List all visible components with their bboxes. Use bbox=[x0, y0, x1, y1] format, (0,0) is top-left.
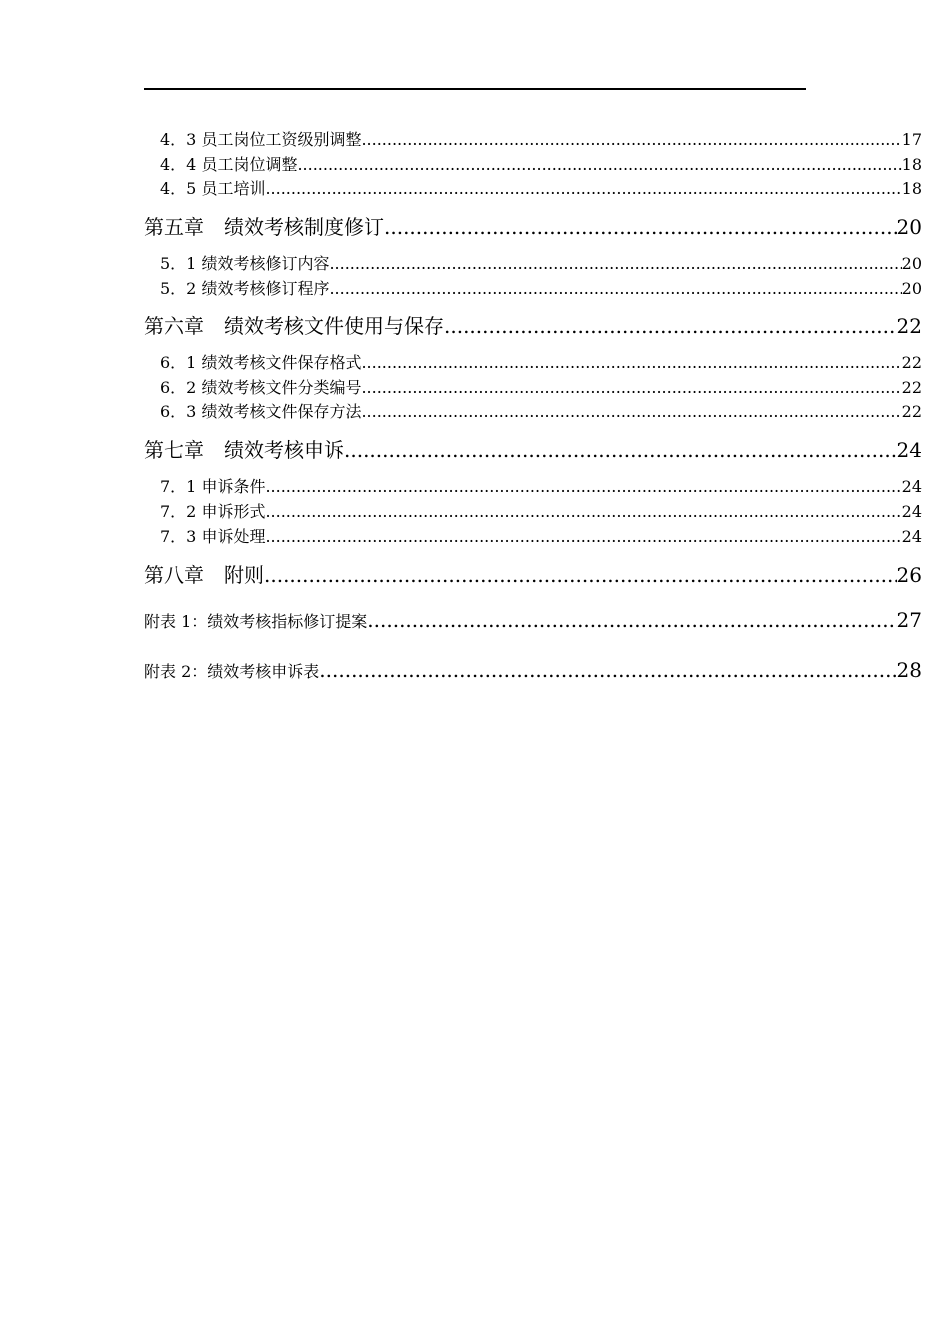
toc-entry-label: 5．2 绩效考核修订程序 bbox=[160, 279, 330, 298]
toc-entry-appendix-2[interactable] bbox=[144, 658, 922, 682]
toc-dot-leader bbox=[361, 378, 901, 397]
toc-dot-leader bbox=[361, 402, 901, 421]
toc-dot-leader bbox=[361, 353, 901, 372]
toc-dot-leader bbox=[329, 279, 901, 298]
toc-entry-label: 第五章 绩效考核制度修订 bbox=[144, 215, 384, 239]
toc-page-number: 24 bbox=[901, 502, 922, 521]
toc-entry-5-1[interactable] bbox=[160, 251, 922, 274]
toc-page-number: 20 bbox=[896, 215, 922, 239]
toc-entry-4-4[interactable] bbox=[160, 152, 922, 175]
toc-dot-leader bbox=[367, 608, 896, 632]
toc-page-number: 22 bbox=[896, 314, 922, 338]
toc-entry-label: 第六章 绩效考核文件使用与保存 bbox=[144, 314, 444, 338]
toc-entry-label: 6．3 绩效考核文件保存方法 bbox=[160, 402, 362, 421]
toc-entry-4-5[interactable] bbox=[160, 176, 922, 199]
toc-entry-chapter-6[interactable] bbox=[144, 310, 922, 339]
toc-entry-chapter-8[interactable] bbox=[144, 559, 922, 588]
toc-dot-leader bbox=[265, 502, 901, 521]
toc-dot-leader bbox=[384, 215, 897, 239]
toc-entry-label: 第七章 绩效考核申诉 bbox=[144, 438, 344, 462]
toc-dot-leader bbox=[444, 314, 897, 338]
toc-entry-5-2[interactable] bbox=[160, 276, 922, 299]
toc-entry-label: 附表 2：绩效考核申诉表 bbox=[144, 662, 320, 681]
toc-entry-label: 附表 1：绩效考核指标修订提案 bbox=[144, 612, 368, 631]
toc-entry-label: 5．1 绩效考核修订内容 bbox=[160, 254, 330, 273]
toc-dot-leader bbox=[265, 527, 901, 546]
toc-page-number: 24 bbox=[901, 477, 922, 496]
toc-dot-leader bbox=[264, 563, 897, 587]
toc-entry-6-3[interactable] bbox=[160, 399, 922, 422]
toc-entry-label: 第八章 附则 bbox=[144, 563, 264, 587]
toc-entry-7-3[interactable] bbox=[160, 524, 922, 547]
toc-page-number: 24 bbox=[896, 438, 922, 462]
toc-page-number: 22 bbox=[901, 378, 922, 397]
toc-dot-leader bbox=[344, 438, 897, 462]
toc-entry-6-1[interactable] bbox=[160, 350, 922, 373]
toc-entry-appendix-1[interactable] bbox=[144, 608, 922, 632]
toc-entry-label: 7．3 申诉处理 bbox=[160, 527, 266, 546]
toc-page-number: 17 bbox=[901, 130, 922, 149]
toc-page-number: 22 bbox=[901, 402, 922, 421]
toc-page-number: 27 bbox=[896, 608, 922, 632]
toc-entry-label: 4．4 员工岗位调整 bbox=[160, 155, 298, 174]
toc-page-number: 28 bbox=[896, 658, 922, 682]
toc-dot-leader bbox=[265, 477, 901, 496]
toc-entry-label: 6．1 绩效考核文件保存格式 bbox=[160, 353, 362, 372]
toc-dot-leader bbox=[319, 658, 896, 682]
toc-entry-4-3[interactable] bbox=[160, 127, 922, 150]
toc-dot-leader bbox=[297, 155, 901, 174]
toc-entry-label: 4．5 员工培训 bbox=[160, 179, 266, 198]
toc-entry-chapter-7[interactable] bbox=[144, 434, 922, 463]
toc-page-number: 26 bbox=[896, 563, 922, 587]
toc-entry-label: 7．1 申诉条件 bbox=[160, 477, 266, 496]
toc-page-number: 18 bbox=[901, 179, 922, 198]
toc-page-number: 20 bbox=[901, 254, 922, 273]
toc-dot-leader bbox=[361, 130, 901, 149]
toc-page-number: 20 bbox=[901, 279, 922, 298]
toc-entry-7-1[interactable] bbox=[160, 474, 922, 497]
toc-page-number: 24 bbox=[901, 527, 922, 546]
toc-entry-label: 7．2 申诉形式 bbox=[160, 502, 266, 521]
toc-dot-leader bbox=[329, 254, 901, 273]
toc-entry-label: 6．2 绩效考核文件分类编号 bbox=[160, 378, 362, 397]
toc-entry-chapter-5[interactable] bbox=[144, 211, 922, 240]
toc-page-number: 22 bbox=[901, 353, 922, 372]
toc-entry-label: 4．3 员工岗位工资级别调整 bbox=[160, 130, 362, 149]
header-rule bbox=[144, 88, 806, 90]
toc-page-number: 18 bbox=[901, 155, 922, 174]
toc-entry-7-2[interactable] bbox=[160, 499, 922, 522]
toc-dot-leader bbox=[265, 179, 901, 198]
toc-entry-6-2[interactable] bbox=[160, 375, 922, 398]
